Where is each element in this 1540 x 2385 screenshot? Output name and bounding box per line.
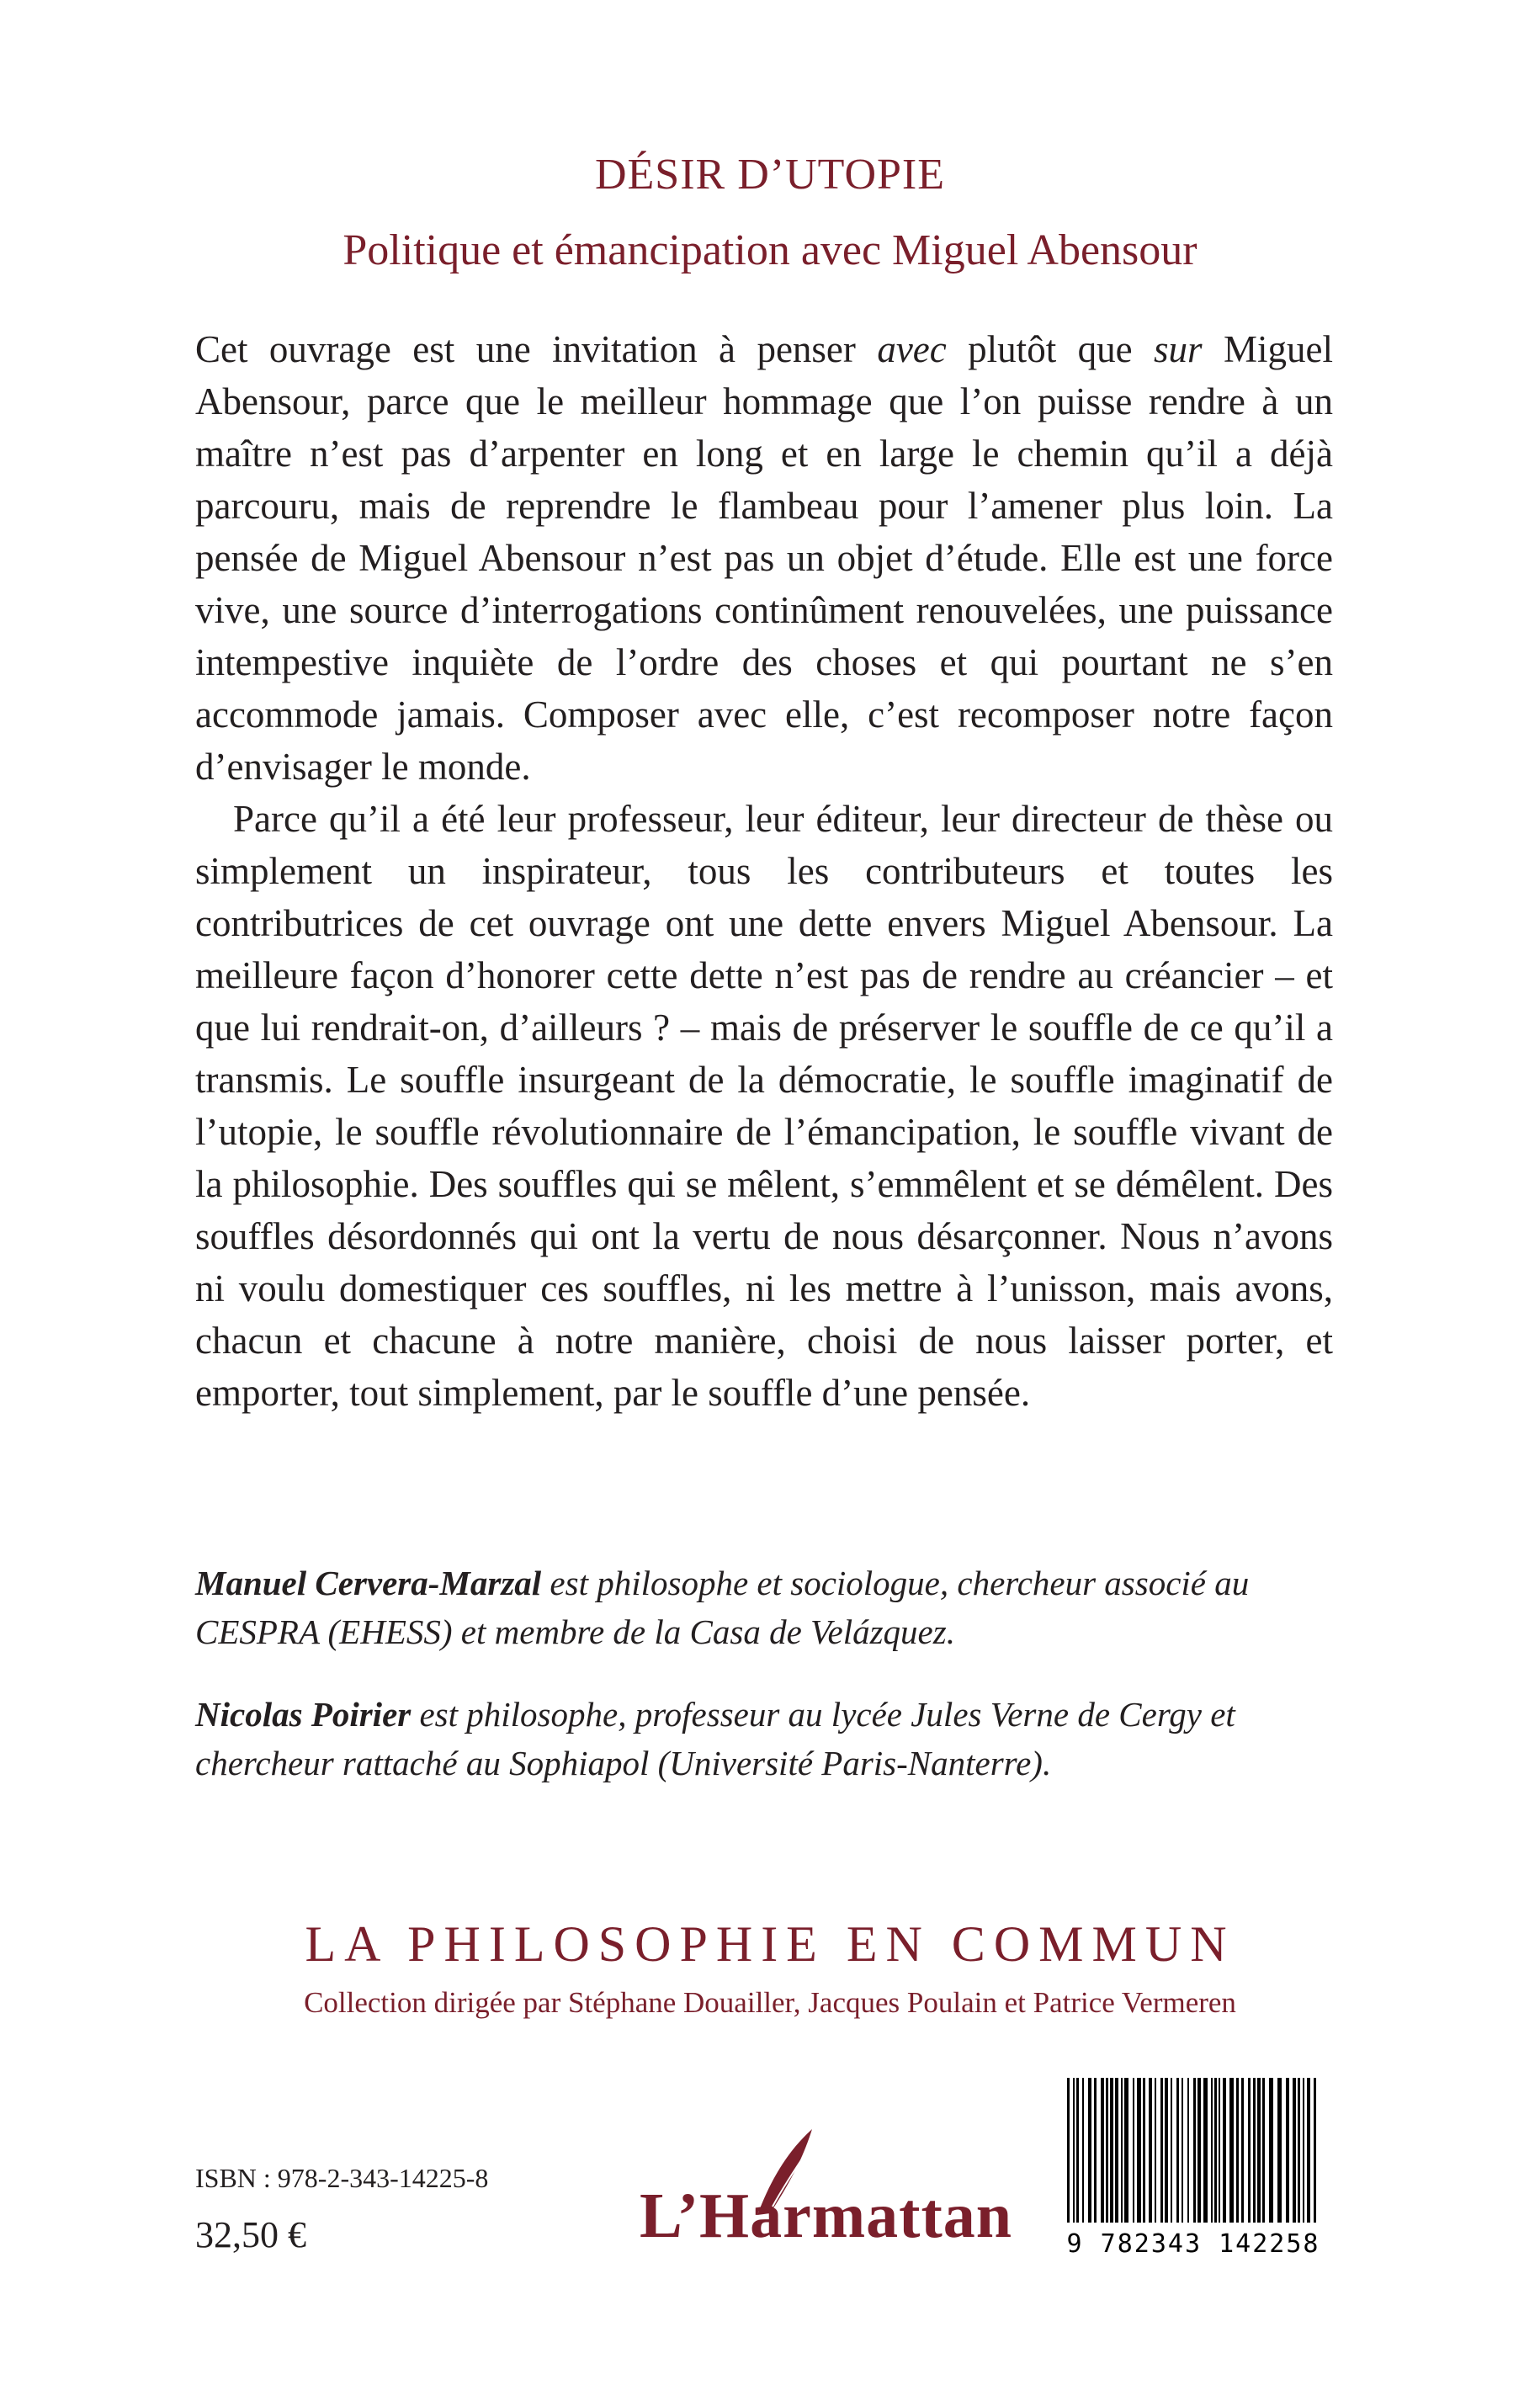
barcode-number: 9 782343 142258 [1066,2229,1320,2259]
barcode [1050,2074,1336,2268]
author-bio-2 [195,1690,1333,1787]
author-description: est philosophe et sociologue, chercheur associé au CESPRA (EHESS) et membre de la Casa de Velázquez. [195,1564,1250,1651]
barcode-bar [1314,2078,1316,2223]
barcode-bar [1214,2078,1217,2223]
publisher-name: L’Harmattan [640,2180,1013,2251]
barcode-bar [1165,2078,1168,2223]
barcode-bar [1121,2078,1123,2223]
barcode-bar [1236,2078,1239,2223]
author-bio-1 [195,1559,1333,1656]
barcode-bar [1082,2078,1084,2223]
barcode-bar [1115,2078,1118,2223]
blurb-text: Miguel Abensour, parce que le meilleur hommage que l’on puisse rendre à un maître n’est pas d’arpenter en long et en large le chemin qu’il a déjà parcouru, mais de reprendre le flambeau pour l’amener plus loin. La pensée de Miguel Abensour n’est pas un objet d’étude. Elle est une force vive, une source d’interrogations continûment renouvelées, une puissance intempestive inquiète de l’ordre des choses et qui pourtant ne s’en accommode jamais. Composer avec elle, c’est recomposer notre façon d’envisager le monde. [195,328,1333,788]
author-name: Manuel Cervera-Marzal [195,1564,542,1602]
barcode-bar [1257,2078,1261,2223]
barcode-bar [1193,2078,1196,2223]
barcode-bar [1067,2078,1070,2223]
collection-editors: Collection dirigée par Stéphane Douailler, Jacques Poulain et Patrice Vermeren [304,1986,1236,2019]
barcode-bar [1277,2078,1282,2223]
barcode-bar [1155,2078,1156,2223]
barcode-bar [1073,2078,1075,2223]
book-subtitle: Politique et émancipation avec Miguel Abensour [343,226,1197,274]
barcode-bar [1219,2078,1220,2223]
barcode-bar [1211,2078,1213,2223]
barcode-bar [1149,2078,1152,2223]
author-bios [195,1559,1333,1821]
price: 32,50 € [195,2214,306,2255]
blurb-paragraph-2: Parce qu’il a été leur professeur, leur éditeur, leur directeur de thèse ou simplement un inspirateur, tous les contributeurs et toutes les contributrices de cet ouvrage ont une dette envers Miguel Abensour. La meilleure façon d’honorer cette dette n’est pas de rendre au créancier – et que lui rendrait-on, d’ailleurs ? – mais de préserver le souffle de ce qu’il a transmis. Le souffle insurgeant de la démocratie, le souffle imaginatif de l’utopie, le souffle révolutionnaire de l’émancipation, le souffle vivant de la philosophie. Des souffles qui se mêlent, s’emmêlent et se démêlent. Des souffles désordonnés qui ont la vertu de nous désarçonner. Nous n’avons ni voulu domestiquer ces souffles, ni les mettre à l’unisson, mais avons, chacun et chacune à notre manière, choisi de nous laisser porter, et emporter, tout simplement, par le souffle d’une pensée. [195,798,1333,1414]
barcode-bar [1262,2078,1265,2223]
barcode-bar [1253,2078,1256,2223]
barcode-bar [1182,2078,1183,2223]
barcode-bar [1307,2078,1310,2223]
barcode-bar [1269,2078,1273,2223]
barcode-bar [1101,2078,1104,2223]
back-cover-blurb [195,323,1333,1419]
blurb-text: plutôt que [946,328,1155,370]
blurb-emphasis: sur [1154,328,1203,370]
author-description: est philosophe, professeur au lycée Jules Verne de Cergy et chercheur rattaché au Sophiapol (Université Paris-Nanterre). [195,1695,1235,1782]
barcode-bar [1110,2078,1113,2223]
barcode-bar [1248,2078,1251,2223]
barcode-bar [1133,2078,1134,2223]
barcode-bar [1203,2078,1208,2223]
barcode-bar [1094,2078,1097,2223]
barcode-bar [1088,2078,1091,2223]
barcode-bar [1223,2078,1226,2223]
barcode-bar [1076,2078,1079,2223]
barcode-bars [1050,2074,1336,2226]
book-title: DÉSIR D’UTOPIE [594,151,946,199]
publisher-logo [631,2122,1013,2251]
barcode-bar [1293,2078,1296,2223]
barcode-bar [1241,2078,1244,2223]
blurb-paragraph-1 [195,323,1333,793]
barcode-bar [1160,2078,1163,2223]
barcode-bar [1171,2078,1172,2223]
barcode-bar [1137,2078,1141,2223]
author-name: Nicolas Poirier [195,1695,412,1734]
barcode-bar [1229,2078,1234,2223]
collection-title: LA PHILOSOPHIE EN COMMUN [305,1916,1235,1972]
isbn: ISBN : 978-2-343-14225-8 [195,2163,489,2193]
barcode-bar [1286,2078,1289,2223]
blurb-emphasis: avec [877,328,947,370]
barcode-bar [1197,2078,1201,2223]
barcode-bar [1176,2078,1179,2223]
barcode-bar [1143,2078,1145,2223]
barcode-bar [1303,2078,1304,2223]
barcode-bar [1124,2078,1128,2223]
blurb-text: Cet ouvrage est une invitation à penser [195,328,878,370]
barcode-bar [1187,2078,1189,2223]
barcode-bar [1298,2078,1300,2223]
barcode-bar [1106,2078,1108,2223]
